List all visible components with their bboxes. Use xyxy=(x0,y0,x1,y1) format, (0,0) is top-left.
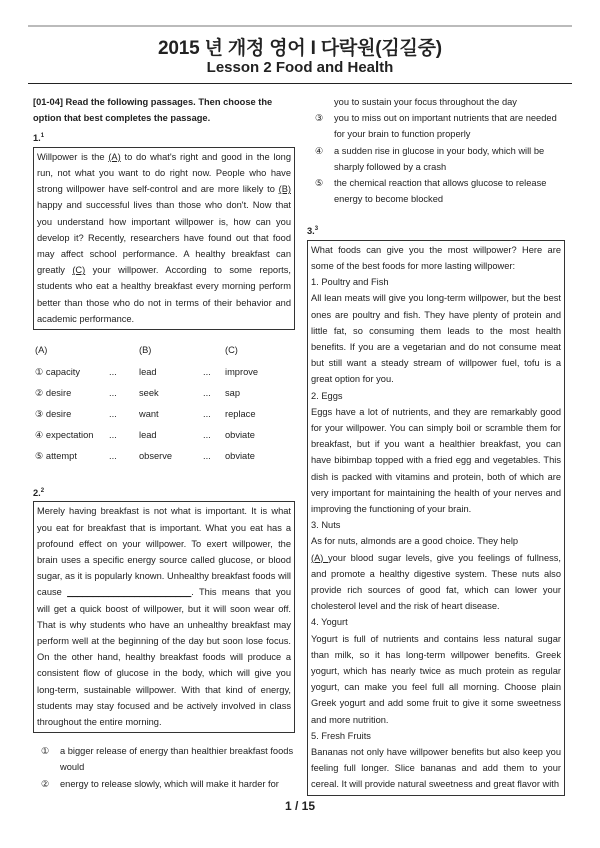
answer-choice[interactable] xyxy=(315,110,565,142)
passage-text: your willpower. According to some reports, students who eat a healthy breakfast every morning perform better than those who do not in terms of their behavior and academic performance. xyxy=(37,265,291,324)
passage-text: Merely having breakfast is not what is important. It is what you eat for breakfast that is important. What you eat has a profound effect on your willpower. To exert willpower, the brain uses a specific energy source called glucose, or blood sugar, as it is popularly known. Unhealthy breakfast foods will cause xyxy=(37,506,291,598)
ellipsis: ... xyxy=(109,366,117,377)
passage-text: As for nuts, almonds are a good choice. They help xyxy=(311,536,519,547)
option-row[interactable] xyxy=(33,361,258,382)
choice-number xyxy=(315,94,334,110)
answer-choice[interactable] xyxy=(41,743,295,775)
option-row[interactable] xyxy=(33,404,258,425)
option-a: ③ desire xyxy=(35,408,72,419)
question-1-number: 1.$^1$ xyxy=(33,133,45,144)
passage-text: to do what's right and good in the long run, not what you want to do right now. People who have strong willpower have self-control and are more likely to xyxy=(37,151,292,195)
option-b: seek xyxy=(139,387,159,398)
choice-text: energy to release slowly, which will make it harder for xyxy=(60,778,279,789)
answer-choice[interactable] xyxy=(315,143,565,175)
options-header-row: (A) (B) (C) xyxy=(35,345,238,356)
choice-text: the chemical reaction that allows glucose to release energy to become blocked xyxy=(334,178,547,205)
option-a: ② desire xyxy=(35,387,72,398)
question-2-choices xyxy=(33,743,295,792)
page-number: 1 / 15 xyxy=(284,799,316,813)
passage-text: happy and successful lives than those who don't. Now that you understand how important willpower is, how can you develop it? Recently, researchers have found out that food may affect school performance. A healthy breakfast can greatly xyxy=(37,200,291,276)
passage-text: Willpower is the xyxy=(37,151,109,162)
answer-blank: (A) xyxy=(108,151,121,162)
ellipsis: ... xyxy=(109,387,117,398)
answer-blank: ________________________ xyxy=(67,587,192,598)
ellipsis: ... xyxy=(203,408,211,419)
option-c: replace xyxy=(225,408,256,419)
option-b: observe xyxy=(139,451,173,462)
worksheet-title: 2015 년 개정 영어 I 다락원(김길중) xyxy=(158,38,442,59)
passage-text: . This means that you will get a quick boost of willpower, but it will soon wear off. That is why students who have an unhealthy breakfast may perform well at the beginning of the day but soon lose focus. On the other hand, healthy breakfast foods will produce a consistent flow of glucose in the body, which will give you long-term, sustainable willpower. With that kind of energy, students may stay focused and be actively involved in class throughout the entire morning. xyxy=(37,587,291,727)
ellipsis: ... xyxy=(109,451,117,462)
option-b: want xyxy=(139,408,159,419)
answer-choice[interactable] xyxy=(315,175,565,207)
option-c: obviate xyxy=(225,451,255,462)
passage-text: 5. Fresh Fruits xyxy=(311,730,371,741)
left-column xyxy=(33,94,295,792)
question-2-number: 2.$^2$ xyxy=(33,488,45,499)
passage-text: What foods can give you the most willpower? Here are some of the best foods for more lasting willpower: xyxy=(311,244,561,271)
option-c: obviate xyxy=(225,430,255,441)
header-rule xyxy=(28,83,572,84)
option-a: ① capacity xyxy=(35,366,81,377)
option-row[interactable] xyxy=(33,425,258,446)
choice-text: a bigger release of energy than healthier breakfast foods would xyxy=(60,746,294,773)
option-a: ④ expectation xyxy=(35,430,94,441)
choice-number: ⑤ xyxy=(315,178,324,189)
passage-text: 3. Nuts xyxy=(311,520,341,531)
answer-blank: (B) xyxy=(278,184,291,195)
passage-text: 4. Yogurt xyxy=(311,617,348,628)
option-a: ⑤ attempt xyxy=(35,451,77,462)
instructions: [01-04] Read the following passages. Then choose the option that best completes the passage. xyxy=(33,97,273,124)
answer-blank: (A) xyxy=(311,552,328,563)
question-2-passage xyxy=(33,501,295,733)
passage-text: 2. Eggs xyxy=(311,390,343,401)
answer-choice[interactable] xyxy=(41,776,295,792)
ellipsis: ... xyxy=(109,430,117,441)
ellipsis: ... xyxy=(109,408,117,419)
choice-text: you to miss out on important nutrients that are needed for your brain to function properly xyxy=(334,113,557,140)
choice-number: ① xyxy=(41,746,50,757)
ellipsis: ... xyxy=(203,451,211,462)
option-b: lead xyxy=(139,430,157,441)
option-c: improve xyxy=(225,366,259,377)
choice-number: ② xyxy=(41,778,50,789)
ellipsis: ... xyxy=(203,366,211,377)
passage-text: Yogurt is full of nutrients and contains less natural sugar than milk, so it has long-term willpower benefits. Greek yogurt, which has nearly twice as much protein as regular yogurt, can make you feel full all morning. Choose plain Greek yogurt and add some fruit to give it some sweetness and more nutrition. xyxy=(311,633,561,725)
option-row[interactable] xyxy=(33,446,258,467)
choice-text: you to sustain your focus throughout the day xyxy=(334,97,517,107)
passage-text: Bananas not only have willpower benefits but also keep you feeling full longer. Slice bananas and add them to your cereal. It will provide natural sweetness and great flavor with xyxy=(311,747,561,790)
answer-choice[interactable] xyxy=(315,94,565,110)
question-1-passage xyxy=(33,147,295,330)
question-3-passage xyxy=(307,240,565,796)
passage-text: All lean meats will give you long-term willpower, but the best ones are poultry and fish. They have plenty of protein and little fat, so consuming them leads to the most health benefits. If you are a vegetarian and do not consume meat but still want a steady stream of willpower fuel, tofu is a great option for you. xyxy=(311,293,561,385)
option-b: lead xyxy=(139,366,157,377)
choice-number: ④ xyxy=(315,145,324,156)
answer-blank: (C) xyxy=(72,265,86,276)
passage-text: 1. Poultry and Fish xyxy=(311,277,389,288)
right-column xyxy=(307,94,565,796)
passage-text: your blood sugar levels, give you feelings of fullness, and promote a healthy digestive system. These nuts also provide rich sources of good fat, which can lower your cholesterol level and the risk of heart disease. xyxy=(311,552,561,612)
question-1-options-table xyxy=(33,340,258,467)
lesson-subtitle: Lesson 2 Food and Health xyxy=(206,59,394,76)
option-row[interactable] xyxy=(33,382,258,403)
ellipsis: ... xyxy=(203,430,211,441)
question-2-choices-continued xyxy=(307,94,565,207)
choice-text: a sudden rise in glucose in your body, which will be sharply followed by a crash xyxy=(334,145,545,172)
option-c: sap xyxy=(225,387,240,398)
choice-number: ③ xyxy=(315,113,324,124)
question-3-number: 3.$^3$ xyxy=(307,226,319,237)
passage-text: Eggs have a lot of nutrients, and they are remarkably good for your willpower. You can simply boil or scramble them for breakfast, but if you want a healthier breakfast, you can have bibimbap topped with a fried egg and vegetables. This dish is packed with vitamins and protein, both of which are very important for maintaining the health of your nerves and improving the functioning of your brain. xyxy=(311,406,561,514)
ellipsis: ... xyxy=(203,387,211,398)
top-rule xyxy=(28,25,572,27)
